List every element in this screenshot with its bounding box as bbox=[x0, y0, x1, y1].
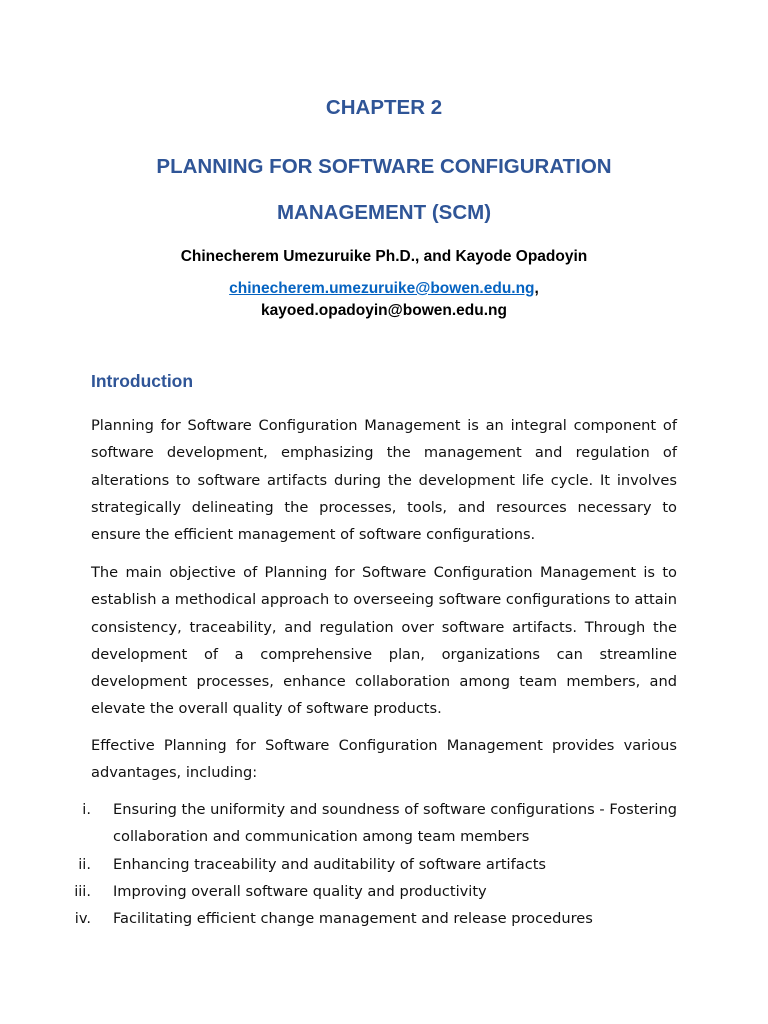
chapter-label: CHAPTER 2 bbox=[325, 96, 443, 119]
list-item bbox=[0, 796, 768, 851]
list-item bbox=[0, 878, 768, 905]
list-marker: ii. bbox=[78, 855, 91, 873]
list-item bbox=[0, 851, 768, 878]
paragraph-1: Planning for Software Configuration Management is an integral component of software development, emphasizing the management and regulation of alterations to software artifacts during the development life cycle. It involves strategically delineating the processes, tools, and resources necessary to ensure the efficient management of software configurations. bbox=[91, 417, 677, 544]
list-marker: iv. bbox=[74, 910, 91, 928]
email-link-1[interactable]: chinecherem.umezuruike@bowen.edu.ng bbox=[229, 280, 535, 297]
paragraph-3: Effective Planning for Software Configuration Management provides various advantages, including: bbox=[91, 737, 677, 782]
list-item-text: Ensuring the uniformity and soundness of software configurations - Fostering collaboration and communication among team members bbox=[113, 801, 677, 846]
list-item-text: Improving overall software quality and productivity bbox=[113, 882, 487, 900]
advantages-list bbox=[0, 796, 768, 932]
list-item bbox=[0, 905, 768, 932]
author-names: Chinecherem Umezuruike Ph.D., and Kayode Opadoyin bbox=[180, 248, 588, 265]
list-item-text: Enhancing traceability and auditability of software artifacts bbox=[113, 855, 547, 873]
author-emails bbox=[0, 278, 768, 322]
email-separator: , bbox=[534, 280, 539, 297]
paragraph-2: The main objective of Planning for Software Configuration Management is to establish a methodical approach to overseeing software configurations to attain consistency, traceability, and regulation over software artifacts. Through the development of a comprehensive plan, organizations can streamline development processes, enhance collaboration among team members, and elevate the overall quality of software products. bbox=[91, 564, 677, 718]
section-heading-introduction: Introduction bbox=[91, 371, 194, 391]
list-marker: i. bbox=[82, 801, 91, 818]
title-line-2: MANAGEMENT (SCM) bbox=[276, 201, 492, 224]
list-item-text: Facilitating efficient change management and release procedures bbox=[113, 910, 593, 928]
email-2: kayoed.opadoyin@bowen.edu.ng bbox=[261, 302, 507, 319]
document-title bbox=[0, 144, 768, 236]
list-marker: iii. bbox=[74, 882, 91, 900]
title-line-1: PLANNING FOR SOFTWARE CONFIGURATION bbox=[156, 155, 612, 178]
